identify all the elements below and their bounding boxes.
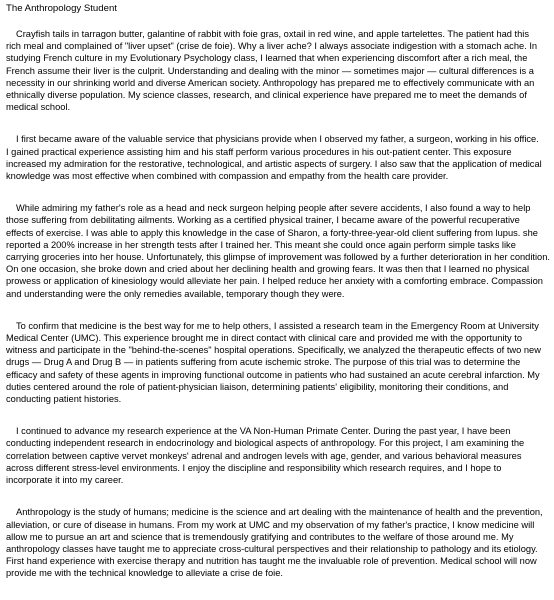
paragraph-5 xyxy=(6,425,548,486)
paragraph-line: Medical Center (UMC). This experience brought me in direct contact with clinical care and provided me with the opportunity to xyxy=(6,333,523,344)
paragraph-line: prowess or application of kinesiology would alleviate her pain. I helped reduce her anxiety with a comforting embrace. Compassion xyxy=(6,276,543,287)
paragraph-line: conducting independent research in endocrinology and biological aspects of anthropology. For this project, I am examining the xyxy=(6,438,525,449)
paragraph-line: I continued to advance my research experience at the VA Non-Human Primate Center. During the past year, I have been xyxy=(16,426,511,437)
paragraph-line: French assume their liver is the culprit. Understanding and dealing with the minor — sometimes major — cultural differences is a xyxy=(6,65,534,76)
paragraph-line: knowledge was most effective when combined with compassion and empathy from the health care provider. xyxy=(6,171,449,182)
paragraph-line: reported a 200% increase in her strength tests after I trained her. This meant she could once again perform simple tasks like xyxy=(6,239,516,250)
paragraph-line: While admiring my father's role as a head and neck surgeon helping people after severe accidents, I also found a way to help xyxy=(16,203,531,214)
paragraph-line: effects of exercise. I was able to apply this knowledge in the case of Sharon, a forty-three-year-old client suffering from lupus. she xyxy=(6,227,538,238)
paragraph-line: anthropology classes have taught me to appreciate cross-cultural perspectives and their relationship to pathology and its etiology. xyxy=(6,543,538,554)
paragraph-line: studying French culture in my Evolutionary Psychology class, I learned that when experiencing discomfort after a rich meal, the xyxy=(6,53,528,64)
paragraph-line: rich meal and complained of "liver upset" (crise de foie). Why a liver ache? I always associate indigestion with a stomach ache. In xyxy=(6,41,538,52)
paragraph-line: efficacy and safety of these agents in improving functional outcome in patients who had sustained an acute cerebral infarction. My xyxy=(6,369,540,380)
paragraph-line: drugs — Drug A and Drug B — in patients suffering from acute ischemic stroke. The purpose of this trial was to determine the xyxy=(6,357,521,368)
paragraph-line: provide me with the technical knowledge to alleviate a crise de foie. xyxy=(6,568,283,579)
paragraph-1 xyxy=(6,28,548,113)
paragraph-line: across different stress-level environments. I enjoy the discipline and responsibility which research requires, and I hope to xyxy=(6,462,502,473)
paragraph-line: carrying groceries into her house. Unfortunately, this glimpse of improvement was followed by a further deterioration in her condition. xyxy=(6,252,550,263)
paragraph-line: Crayfish tails in tarragon butter, galantine of rabbit with foie gras, oxtail in red wine, and apple tartelettes. The patient had this xyxy=(16,29,530,39)
paragraph-line: increased my admiration for the restorative, technological, and artistic aspects of surgery. I also saw that the application of medical xyxy=(6,158,542,169)
paragraph-line: medical school. xyxy=(6,102,71,113)
paragraph-line: I gained practical experience assisting him and his staff perform various procedures in his out-patient center. This exposure xyxy=(6,146,512,157)
paragraph-line: Anthropology is the study of humans; medicine is the science and art dealing with the maintenance of health and the prevention, xyxy=(16,507,543,518)
paragraph-line: On one occasion, she broke down and cried about her declining health and growing fears. It was then that I learned no physical xyxy=(6,264,530,275)
paragraph-line: duties centered around the role of patient-physician liaison, determining patients' eligibility, monitoring their conditions, and xyxy=(6,381,509,392)
paragraph-line: I first became aware of the valuable service that physicians provide when I observed my father, a surgeon, working in his office. xyxy=(16,134,539,145)
paragraph-line: allow me to pursue an art and science that is tremendously gratifying and contributes to the welfare of those around me. My xyxy=(6,531,514,542)
paragraph-line: those suffering from debilitating ailments. Working as a certified physical trainer, I became aware of the powerful recuperative xyxy=(6,215,520,226)
document-title: The Anthropology Student xyxy=(6,3,117,14)
paragraph-line: and understanding were the only remedies available, temporary though they were. xyxy=(6,288,345,299)
paragraph-line: necessity in our shrinking world and diverse American society. Anthropology has prepared me to effectively communicate with an xyxy=(6,77,535,88)
paragraph-line: witness and participate in the "behind-the-scenes" hospital operations. Specifically, we analyzed the therapeutic effects of two new xyxy=(6,345,541,356)
paragraph-line: To confirm that medicine is the best way for me to help others, I assisted a research team in the Emergency Room at University xyxy=(16,320,539,331)
paragraph-6 xyxy=(6,506,548,579)
paragraph-line: incorporate it into my career. xyxy=(6,475,124,486)
paragraph-line: correlation between captive vervet monkeys' adrenal and androgen levels with age, gender, and various behavioral measures xyxy=(6,450,522,461)
paragraph-3 xyxy=(6,202,548,300)
paragraph-line: alleviation, or cure of disease in humans. From my work at UMC and my observation of my father's practice, I know medicine will xyxy=(6,519,535,530)
paragraph-line: conducting patient histories. xyxy=(6,394,122,405)
paragraph-2 xyxy=(6,133,548,182)
paragraph-line: ethnically diverse population. My science classes, research, and clinical experience have prepared me to meet the demands of xyxy=(6,90,527,101)
paragraph-4 xyxy=(6,320,548,405)
paragraph-line: First hand experience with exercise therapy and nutrition has taught me the invaluable role of prevention. Medical school will now xyxy=(6,556,537,567)
